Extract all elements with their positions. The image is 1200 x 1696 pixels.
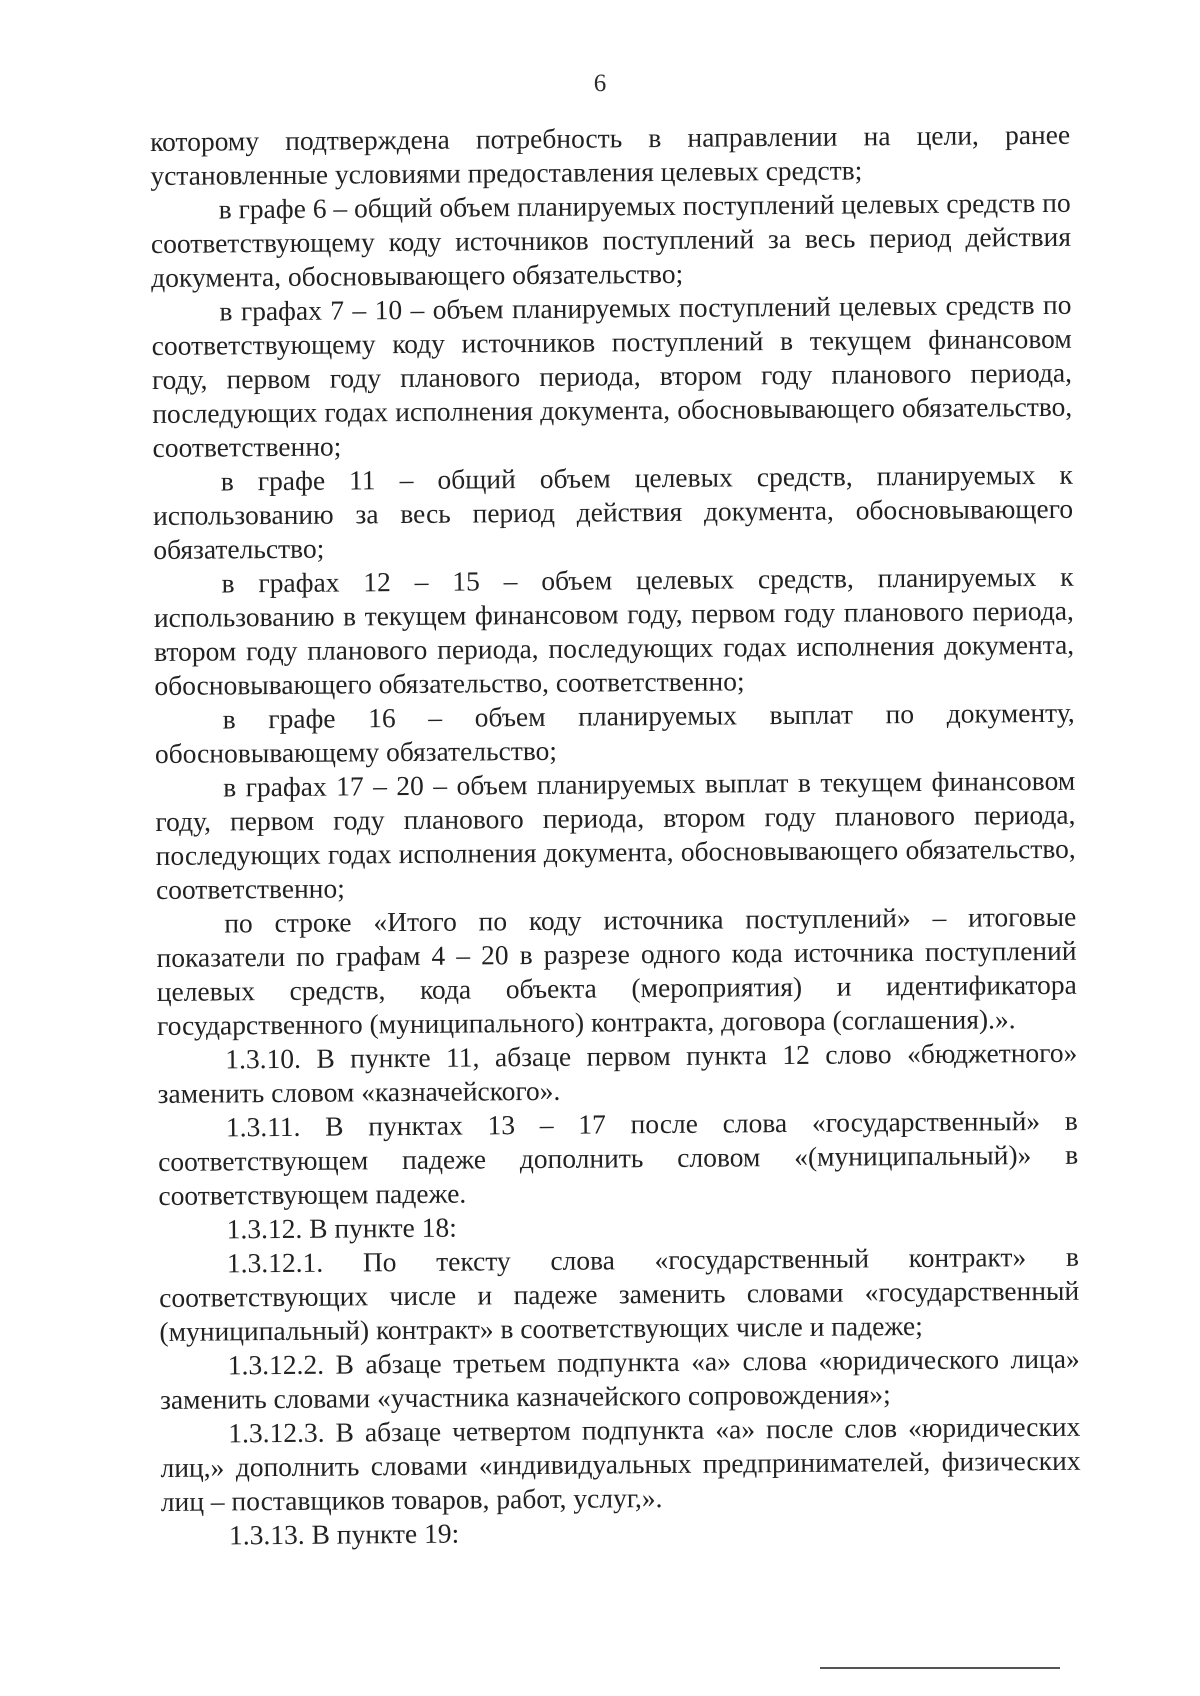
paragraph-13: 1.3.12.2. В абзаце третьем подпункта «а» слова «юридического лица» заменить словами «участника казначейского сопровождения»; [159, 1342, 1080, 1415]
page-number: 6 [593, 70, 607, 97]
paragraph-1: которому подтверждена потребность в направлении на цели, ранее установленные условиями предоставления целевых средств; [150, 118, 1071, 191]
paragraph-5: в графах 12 – 15 – объем целевых средств, планируемых к использованию в текущем финансовом году, первом году планового периода, втором году планового периода, последующих годах исполнения документа, обосновывающего обязательство, соответственно; [153, 560, 1075, 701]
paragraph-4: в графе 11 – общий объем целевых средств, планируемых к использованию за весь период действия документа, обосновывающего обязательство; [152, 458, 1074, 565]
paragraph-14: 1.3.12.3. В абзаце четвертом подпункта «а» после слов «юридических лиц,» дополнить словами «индивидуальных предпринимателей, физических лиц – поставщиков товаров, работ, услуг,». [160, 1410, 1081, 1517]
paragraph-6: в графе 16 – объем планируемых выплат по документу, обосновывающему обязательство; [154, 696, 1075, 769]
paragraph-9: 1.3.10. В пункте 11, абзаце первом пункта 12 слово «бюджетного» заменить словом «казначейского». [157, 1036, 1078, 1109]
paragraph-11: 1.3.12. В пункте 18: [226, 1211, 457, 1245]
paragraph-10: 1.3.11. В пунктах 13 – 17 после слова «государственный» в соответствующем падеже дополнить словом «(муниципальный)» в соответствующем падеже. [158, 1104, 1079, 1211]
paragraph-7: в графах 17 – 20 – объем планируемых выплат в текущем финансовом году, первом году планового периода, втором году планового периода, последующих годах исполнения документа, обосновывающего обязательство, соответственно; [155, 764, 1076, 905]
paragraph-15: 1.3.13. В пункте 19: [228, 1517, 460, 1551]
paragraph-2: в графе 6 – общий объем планируемых поступлений целевых средств по соответствующему коду источников поступлений за весь период действия документа, обосновывающего обязательство; [150, 186, 1072, 293]
paragraph-3: в графах 7 – 10 – объем планируемых поступлений целевых средств по соответствующему коду источников поступлений в текущем финансовом году, первом году планового периода, втором году планового периода, последующих годах исполнения документа, обосновывающего обязательство, соответственно; [151, 288, 1073, 463]
bottom-rule-line [820, 1667, 1060, 1669]
paragraph-12: 1.3.12.1. По тексту слова «государственный контракт» в соответствующих числе и падеже заменить словами «государственный (муниципальный) контракт» в соответствующих числе и падеже; [159, 1240, 1080, 1347]
paragraph-8: по строке «Итого по коду источника поступлений» – итоговые показатели по графам 4 – 20 в разрезе одного кода источника поступлений целевых средств, кода объекта (мероприятия) и идентификатора государственного (муниципального) контракта, договора (соглашения).». [156, 900, 1077, 1041]
document-body [150, 118, 1081, 1553]
